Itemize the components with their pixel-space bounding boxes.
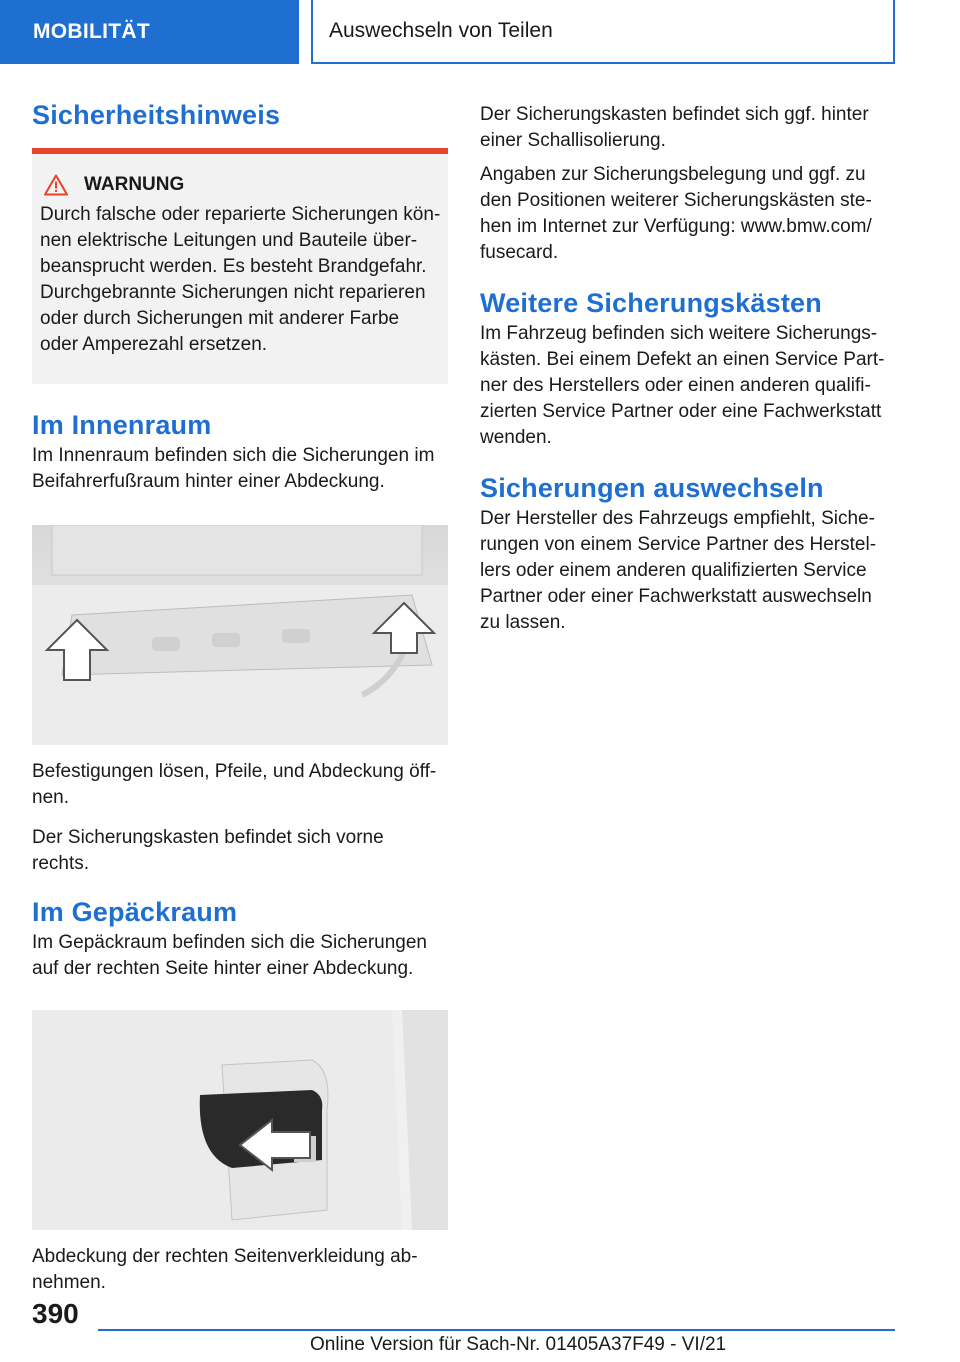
more-fuseboxes-heading: Weitere Sicherungskästen bbox=[480, 288, 822, 318]
left-column bbox=[32, 100, 448, 1296]
safety-heading: Sicherheitshinweis bbox=[32, 100, 281, 130]
right-column bbox=[480, 102, 896, 636]
interior-photo bbox=[32, 525, 448, 745]
replace-fuses-heading: Sicherungen auswechseln bbox=[480, 473, 824, 503]
replace-fuses-text: Der Hersteller des Fahrzeugs empfiehlt, Siche- rungen von einem Service Partner des Herstel- lers oder einem anderen qualifizierten Service Partner oder einer Fachwerkstatt auswechseln zu lassen. bbox=[480, 508, 877, 633]
interior-heading: Im Innenraum bbox=[32, 410, 212, 440]
fusebox-paragraph: Der Sicherungskasten befindet sich ggf. hinter einer Schallisolierung. bbox=[480, 104, 869, 151]
warning-box bbox=[32, 148, 448, 384]
footer-version-text: Online Version für Sach-Nr. 01405A37F49 - VI/21 bbox=[310, 1334, 727, 1355]
warning-line: Durch falsche oder reparierte Sicherungen kön- bbox=[40, 204, 441, 225]
header-topic-label: Auswechseln von Teilen bbox=[311, 0, 895, 64]
warning-line: oder durch Sicherungen mit anderer Farbe bbox=[40, 308, 400, 329]
interior-step: Befestigungen lösen, Pfeile, und Abdeckung öff- nen. bbox=[32, 761, 437, 808]
warning-line: beansprucht werden. Es besteht Brandgefahr. bbox=[40, 256, 427, 277]
page-number: 390 bbox=[32, 1298, 79, 1329]
header-section-label: MOBILITÄT bbox=[0, 0, 299, 64]
interior-intro: Im Innenraum befinden sich die Sicherungen im Beifahrerfußraum hinter einer Abdeckung. bbox=[32, 445, 435, 492]
interior-location: Der Sicherungskasten befindet sich vorne rechts. bbox=[32, 827, 384, 874]
warning-line: Durchgebrannte Sicherungen nicht reparieren bbox=[40, 282, 426, 303]
trunk-photo bbox=[32, 1010, 448, 1230]
more-fuseboxes-text: Im Fahrzeug befinden sich weitere Sicherungs- kästen. Bei einem Defekt an einen Service Part- ner des Herstellers oder einen anderen qualifi- zierten Service Partner oder eine Fachwerkstatt wenden. bbox=[480, 323, 885, 448]
warning-line: nen elektrische Leitungen und Bauteile über- bbox=[40, 230, 418, 251]
warning-triangle-icon bbox=[44, 174, 68, 196]
warning-title: WARNUNG bbox=[84, 174, 185, 195]
fusecard-paragraph: Angaben zur Sicherungsbelegung und ggf. zu den Positionen weiterer Sicherungskästen ste- hen im Internet zur Verfügung: www.bmw.com/ fusecard. bbox=[480, 164, 872, 263]
warning-line: oder Amperezahl ersetzen. bbox=[40, 334, 268, 355]
warning-text bbox=[40, 202, 448, 358]
trunk-intro: Im Gepäckraum befinden sich die Sicherungen auf der rechten Seite hinter einer Abdeckung. bbox=[32, 932, 428, 979]
trunk-step: Abdeckung der rechten Seitenverkleidung ab- nehmen. bbox=[32, 1246, 418, 1293]
footer-divider bbox=[98, 1329, 895, 1331]
trunk-heading: Im Gepäckraum bbox=[32, 897, 238, 927]
